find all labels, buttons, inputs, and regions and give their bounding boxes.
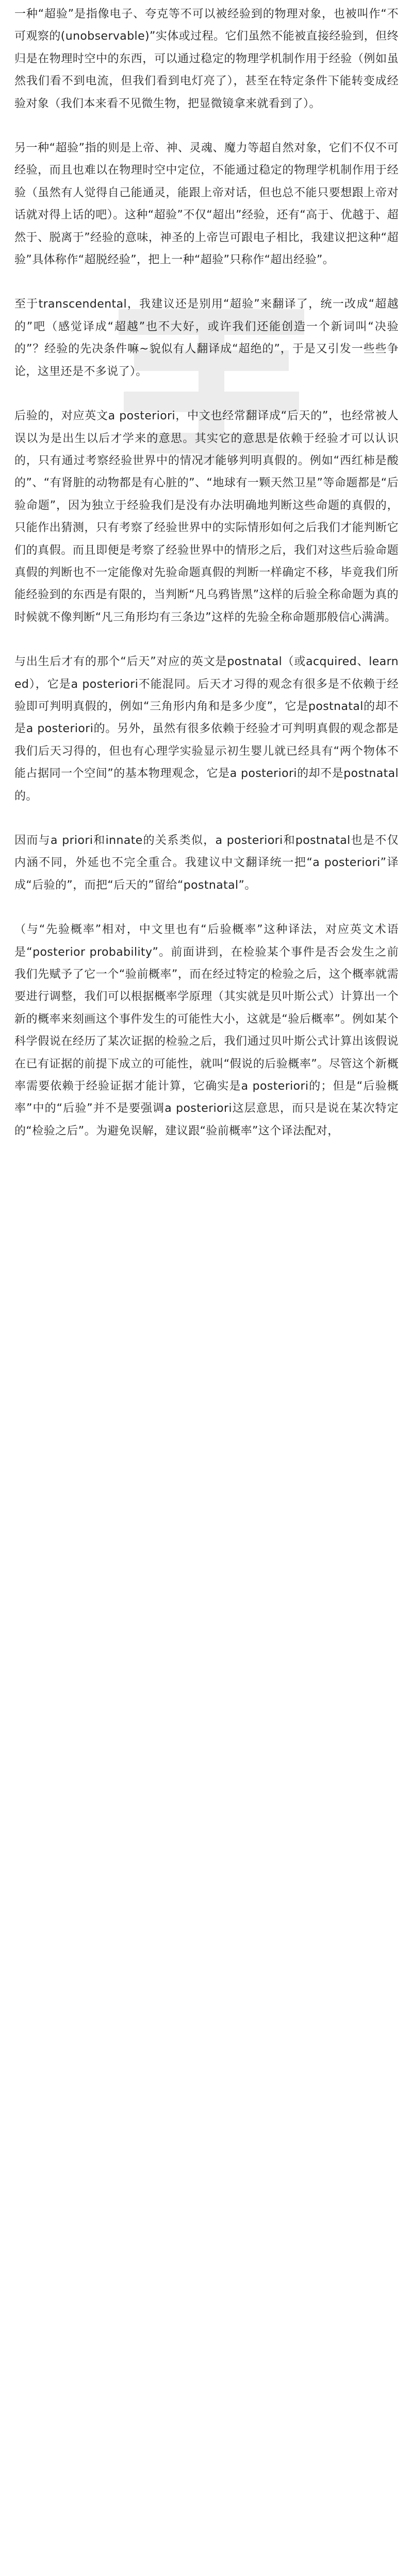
paragraph-postnatal: 与出生后才有的那个“后天”对应的英文是postnatal（或acquired、learned），它是a posteriori不能混同。后天才习得的观念有很多是不依赖于经验即可判明真假的，例如“三角形内角和是多少度”，它是postnatal的却不是a posteriori的。另外，虽然有很多依赖于经验才可判明真假的观念都是我们后天习得的，但也有心理学实验显示初生婴儿就已经具有“两个物体不能占据同一个空间”的基本物理观念，它是a posteriori的却不是postnatal的。 xyxy=(14,655,399,803)
paragraph-a-posteriori: 后验的，对应英文a posteriori，中文也经常翻译成“后天的”，也经常被人误以为是出生以后才学来的意思。其实它的意思是依赖于经验才可以认识的，只有通过考察经验世界中的情况才能够判明真假的。例如“西红柿是酸的”、“有肾脏的动物都是有心脏的”、“地球有一颗天然卫星”等命题都是“后验命题”，因为独立于经验我们是没有办法明确地判断这些命题的真假的，只能作出猜测，只有考察了经验世界中的实际情形如何之后我们才能判断它们的真假。而且即便是考察了经验世界中的情形之后，我们对这些后验命题真假的判断也不一定能像对先验命题真假的判断一样确定不移，毕竟我们所能经验到的东西是有限的，当判断“凡乌鸦皆黑”这样的后验全称命题为真的时候就不像判断“凡三角形均有三条边”这样的先验全称命题那般信心满满。 xyxy=(14,410,399,624)
paragraph-posterior-probability: （与“先验概率”相对，中文里也有“后验概率”这种译法，对应英文术语是“posterior probability”。前面讲到，在检验某个事件是否会发生之前我们先赋予了它一个“验前概率”，而在经过特定的检验之后，这个概率就需要进行调整，我们可以根据概率学原理（其实就是贝叶斯公式）计算出一个新的概率来刻画这个事件发生的可能性大小，这就是“验后概率”。例如某个科学假说在经历了某次证据的检验之后，我们通过贝叶斯公式计算出该假说在已有证据的前提下成立的可能性，就叫“假说的后验概率”。尽管这个新概率需要依赖于经验证据才能计算，它确实是a posteriori的；但是“后验概率”中的“后验”并不是要强调a posteriori这层意思，而只是说在某次特定的“检验之后”。为避免误解，建议跟“验前概率”这个译法配对， xyxy=(14,923,399,1138)
paragraph-transcendental: 至于transcendental，我建议还是别用“超验”来翻译了，统一改成“超越的”吧（感觉译成“超越”也不大好，或许我们还能创造一个新词叫“决验的”？经验的先决条件嘛~貌似有人翻译成“超绝的”，于是又引发一些些争论，这里还是不多说了）。 xyxy=(14,298,399,378)
paragraph-supernatural-objects: 另一种“超验”指的则是上帝、神、灵魂、魔力等超自然对象，它们不仅不可经验，而且也难以在物理时空中定位，不能通过稳定的物理学机制作用于经验（虽然有人觉得自己能通灵，能跟上帝对话，但也总不能只要想跟上帝对话就对得上话的吧）。这种“超验”不仅“超出”经验，还有“高于、优越于、超然于、脱离于”经验的意味，神圣的上帝岂可跟电子相比，我建议把这种“超验”具体称作“超脱经验”，把上一种“超验”只称作“超出经验”。 xyxy=(14,142,399,267)
paragraph-unobservable-entities: 一种“超验”是指像电子、夸克等不可以被经验到的物理对象，也被叫作“不可观察的(unobservable)”实体或过程。它们虽然不能被直接经验到，但终归是在物理时空中的东西，可以通过稳定的物理学机制作用于经验（例如虽然我们看不到电流，但我们看到电灯亮了），甚至在特定条件下能转变成经验对象（我们本来看不见微生物，把显微镜拿来就看到了）。 xyxy=(14,8,399,110)
paragraph-translation-suggestion: 因而与a priori和innate的关系类似，a posteriori和postnatal也是不仅内涵不同，外延也不完全重合。我建议中文翻译统一把“a posteriori”译成“后验的”，而把“后天的”留给“postnatal”。 xyxy=(14,834,399,892)
